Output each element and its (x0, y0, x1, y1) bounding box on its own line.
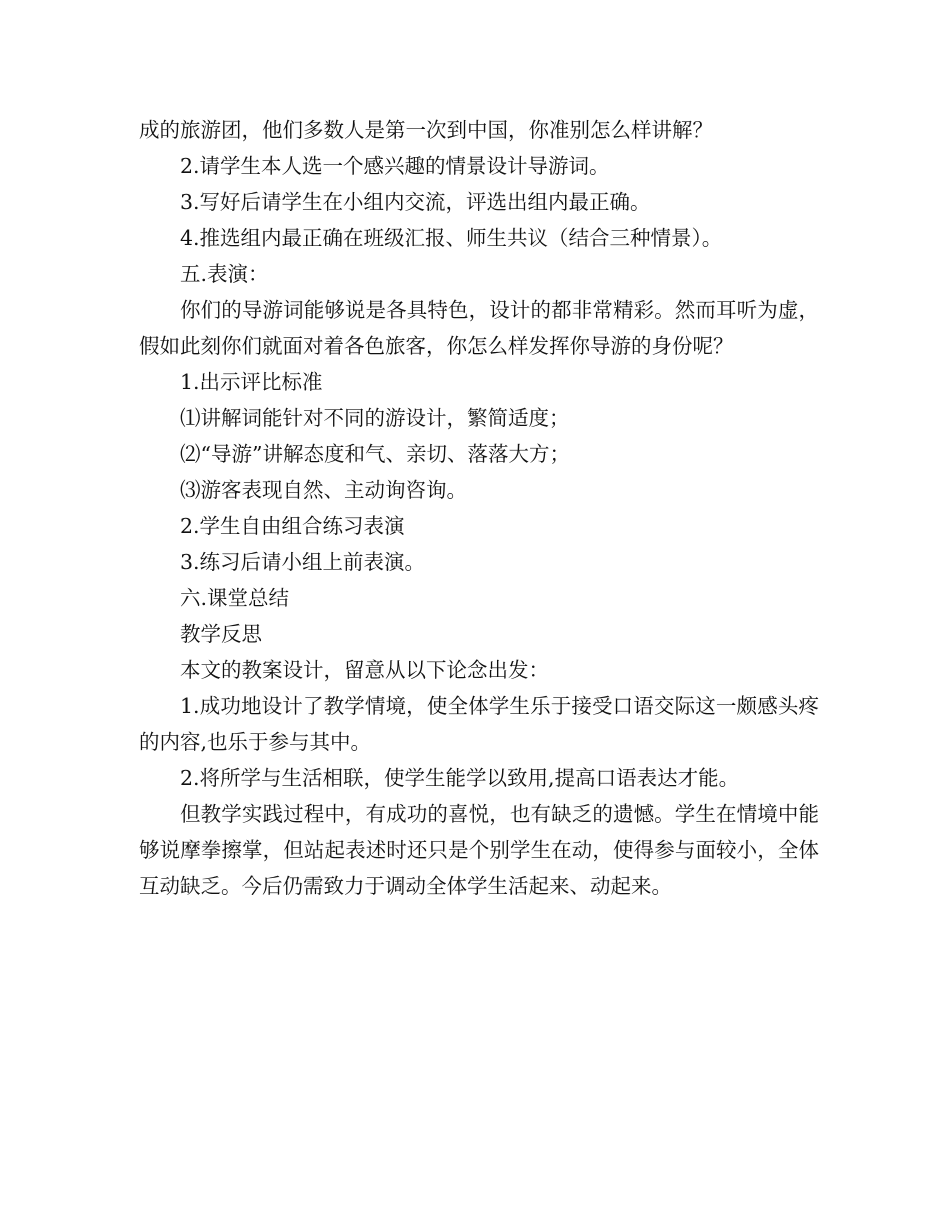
criteria-item-2: ⑵“导游”讲解态度和气、亲切、落落大方； (180, 442, 570, 466)
paragraph-continuation: 成的旅游团，他们多数人是第一次到中国，你准别怎么样讲解？ (139, 118, 713, 142)
section-heading-reflection: 教学反思 (180, 622, 262, 646)
paragraph-practice: 2.学生自由组合练习表演 (180, 514, 405, 538)
reflection-point-2: 2.将所学与生活相联，使学生能学以致用,提高口语表达才能。 (180, 766, 740, 790)
paragraph-step-4: 4.推选组内最正确在班级汇报、师生共议（结合三种情景）。 (180, 226, 723, 250)
section-heading-summary: 六.课堂总结 (180, 586, 290, 610)
paragraph-reflection-conclusion: 但教学实践过程中，有成功的喜悦，也有缺乏的遗憾。学生在情境中能够说摩拳擦掌，但站起表述时还只是个别学生在动，使得参与面较小，全体互动缺乏。今后仍需致力于调动全体学生活起来、动起来。 (139, 802, 819, 898)
criteria-item-1: ⑴讲解词能针对不同的游设计，繁简适度； (180, 406, 570, 430)
paragraph-performance-intro: 你们的导游词能够说是各具特色，设计的都非常精彩。然而耳听为虚，假如此刻你们就面对着各色旅客，你怎么样发挥你导游的身份呢？ (139, 298, 819, 358)
document-page (139, 112, 819, 904)
paragraph-step-3: 3.写好后请学生在小组内交流，评选出组内最正确。 (180, 190, 651, 214)
paragraph-reflection-intro: 本文的教案设计，留意从以下论念出发： (180, 658, 549, 682)
reflection-point-1: 1.成功地设计了教学情境，使全体学生乐于接受口语交际这一颇感头疼的内容,也乐于参与其中。 (139, 694, 819, 754)
paragraph-criteria-heading: 1.出示评比标准 (180, 370, 323, 394)
paragraph-present: 3.练习后请小组上前表演。 (180, 550, 426, 574)
paragraph-step-2: 2.请学生本人选一个感兴趣的情景设计导游词。 (180, 154, 610, 178)
criteria-item-3: ⑶游客表现自然、主动询咨询。 (180, 478, 467, 502)
section-heading-performance: 五.表演： (180, 262, 269, 286)
